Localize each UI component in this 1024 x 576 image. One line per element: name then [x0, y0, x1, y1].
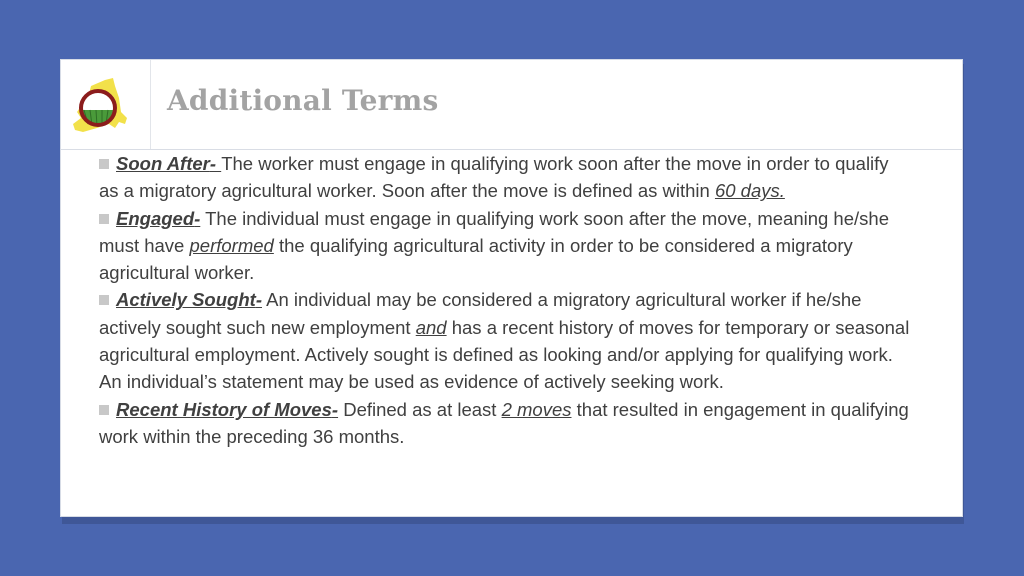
page-title: Additional Terms — [167, 84, 439, 117]
term-separator: - — [331, 398, 339, 420]
term-text-end: the qualifying agricultural activity in order to be considered a migratory agricultural worker. — [99, 234, 853, 284]
slide-header — [61, 60, 962, 150]
list-item — [99, 396, 911, 451]
term-text-end: that resulted in engagement in qualifying work within the preceding 36 months. — [99, 398, 909, 447]
term-separator: - — [194, 207, 201, 229]
terms-list — [99, 150, 911, 450]
term-separator: - — [255, 289, 262, 311]
term-text: An individual may be considered a migratory agricultural worker if he/she actively sought such new employment — [99, 289, 862, 338]
term-label: Engaged — [116, 207, 195, 229]
term-label: Actively Sought — [116, 289, 256, 311]
term-emphasis: 2 moves — [501, 398, 572, 420]
term-emphasis: 60 days. — [714, 180, 785, 202]
list-item — [99, 286, 911, 395]
term-emphasis: and — [415, 316, 447, 338]
bullet-icon — [99, 159, 109, 169]
term-text-end: has a recent history of moves for temporary or seasonal agricultural employment. Actively sought is defined as looking and/or applying for qualifying work. An individual’s statement may be used as evidence of actively seeking work. — [99, 316, 910, 393]
term-text: Defined as at least — [338, 398, 502, 420]
term-emphasis: performed — [189, 234, 274, 256]
term-label: Soon After — [116, 153, 210, 174]
logo-box — [61, 60, 151, 149]
list-item — [99, 205, 911, 287]
slide-card — [60, 59, 963, 517]
term-text: The individual must engage in qualifying work soon after the move, meaning he/she must have — [99, 207, 889, 256]
ny-state-logo-icon — [69, 72, 133, 136]
bullet-icon — [99, 295, 109, 305]
bullet-icon — [99, 214, 109, 224]
term-label: Recent History of Moves — [116, 398, 332, 420]
bullet-icon — [99, 405, 109, 415]
term-text: The worker must engage in qualifying work soon after the move in order to qualify as a migratory agricultural worker. Soon after the move is defined as within — [99, 153, 889, 202]
list-item — [99, 150, 911, 205]
term-separator: - — [209, 153, 222, 174]
